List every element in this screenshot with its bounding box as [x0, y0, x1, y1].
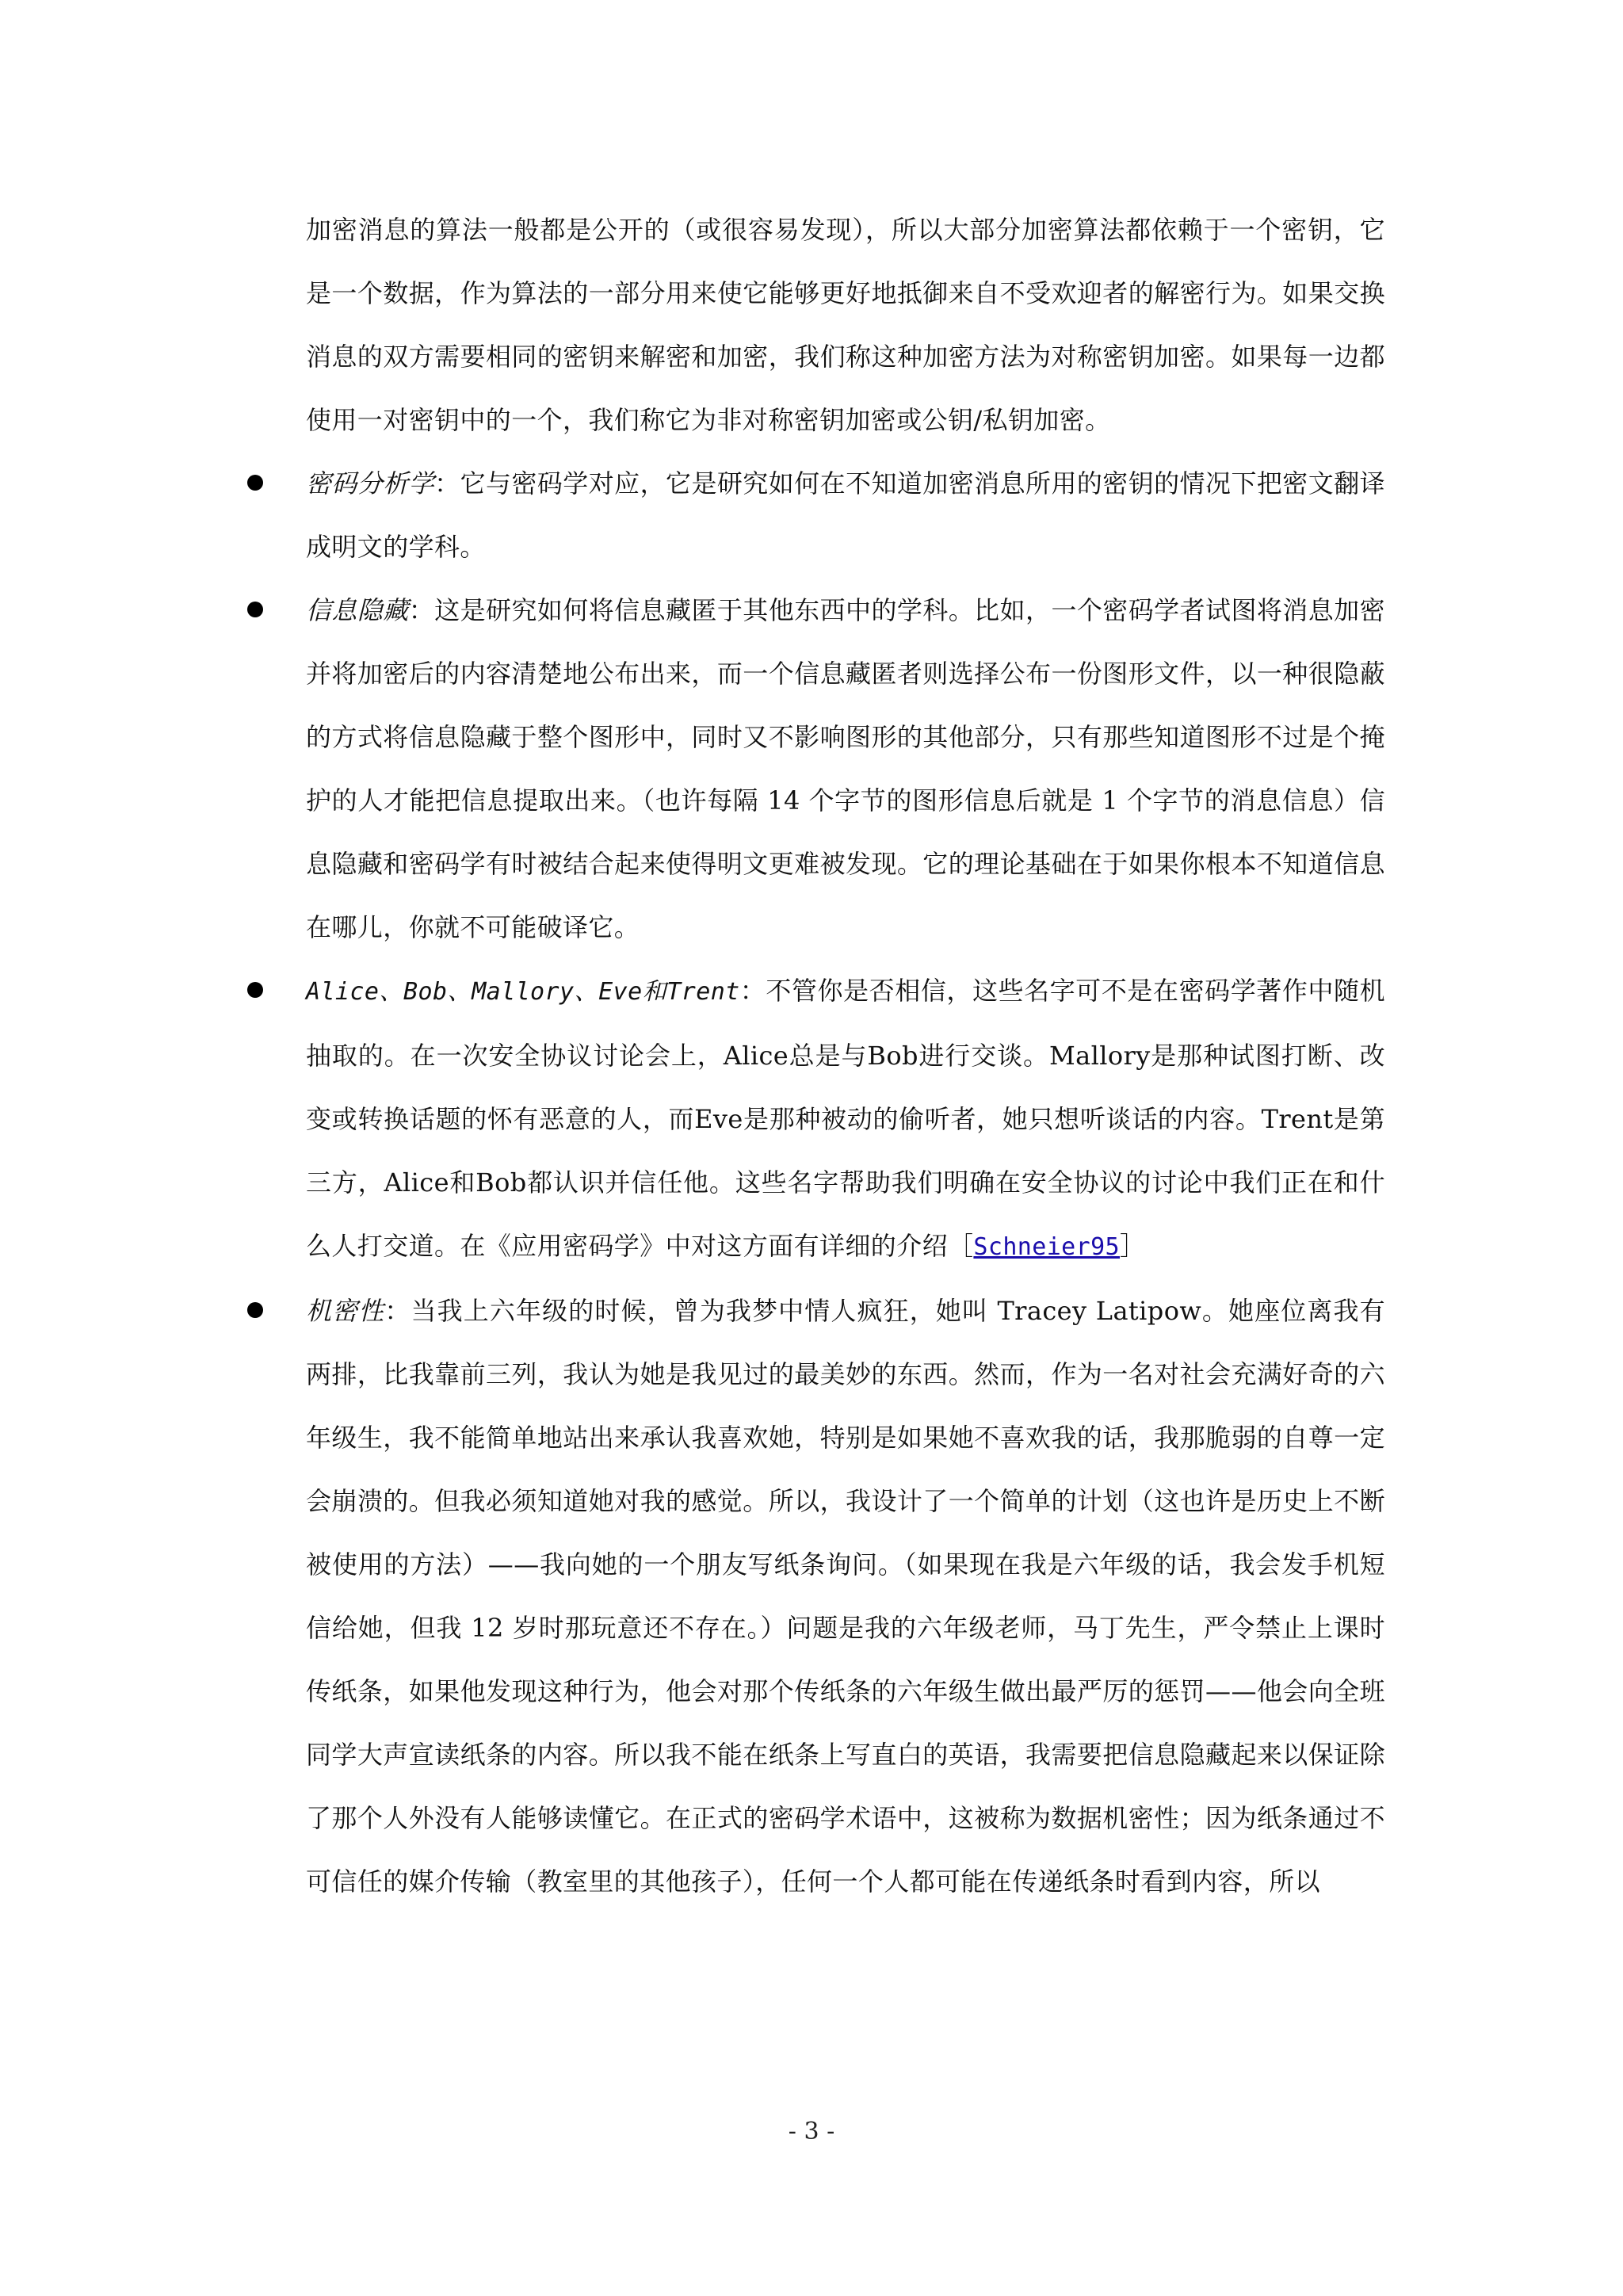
bullet-dot-icon — [247, 982, 263, 998]
term-names: Alice、Bob、Mallory、Eve和Trent — [306, 978, 740, 1006]
text-cryptanalysis: ：它与密码学对应，它是研究如何在不知道加密消息所用的密钥的情况下把密文翻译成明文的学科。 — [306, 468, 1385, 562]
text-names-after: ］ — [1120, 1231, 1146, 1261]
bullet-cryptanalysis — [247, 452, 1385, 579]
page-number: - 3 - — [788, 2118, 835, 2145]
bullet-names — [247, 959, 1385, 1279]
bullet-confidentiality — [247, 1279, 1385, 1913]
bullet-dot-icon — [247, 475, 263, 491]
term-steganography: 信息隐藏 — [306, 595, 409, 625]
intro-paragraph — [247, 198, 1385, 452]
schneier95-link[interactable]: Schneier95 — [973, 1233, 1121, 1261]
text-steganography: ：这是研究如何将信息藏匿于其他东西中的学科。比如，一个密码学者试图将消息加密并将加密后的内容清楚地公布出来，而一个信息藏匿者则选择公布一份图形文件，以一种很隐蔽的方式将信息隐藏于整个图形中，同时又不影响图形的其他部分，只有那些知道图形不过是个掩护的人才能把信息提取出来。（也许每隔 14 个字节的图形信息后就是 1 个字节的消息信息）信息隐藏和密码学有时被结合起来使得明文更难被发现。它的理论基础在于如果你根本不知道信息在哪儿，你就不可能破译它。 — [306, 595, 1385, 942]
term-confidentiality: 机密性 — [306, 1296, 385, 1326]
intro-paragraph-text: 加密消息的算法一般都是公开的（或很容易发现），所以大部分加密算法都依赖于一个密钥，它是一个数据，作为算法的一部分用来使它能够更好地抵御来自不受欢迎者的解密行为。如果交换消息的双方需要相同的密钥来解密和加密，我们称这种加密方法为对称密钥加密。如果每一边都使用一对密钥中的一个，我们称它为非对称密钥加密或公钥/私钥加密。 — [306, 215, 1385, 435]
bullet-dot-icon — [247, 602, 263, 617]
bullet-dot-icon — [247, 1302, 263, 1318]
text-names: ：不管你是否相信，这些名字可不是在密码学著作中随机抽取的。在一次安全协议讨论会上，Alice总是与Bob进行交谈。Mallory是那种试图打断、改变或转换话题的怀有恶意的人，而Eve是那种被动的偷听者，她只想听谈话的内容。Trent是第三方，Alice和Bob都认识并信任他。这些名字帮助我们明确在安全协议的讨论中我们正在和什么人打交道。在《应用密码学》中对这方面有详细的介绍［ — [306, 976, 1385, 1261]
page-content — [247, 198, 1385, 1913]
bullet-steganography — [247, 579, 1385, 959]
term-cryptanalysis: 密码分析学 — [306, 468, 435, 499]
text-confidentiality: ：当我上六年级的时候，曾为我梦中情人疯狂，她叫 Tracey Latipow。她座位离我有两排，比我靠前三列，我认为她是我见过的最美妙的东西。然而，作为一名对社会充满好奇的六年级生，我不能简单地站出来承认我喜欢她，特别是如果她不喜欢我的话，我那脆弱的自尊一定会崩溃的。但我必须知道她对我的感觉。所以，我设计了一个简单的计划（这也许是历史上不断被使用的方法）——我向她的一个朋友写纸条询问。（如果现在我是六年级的话，我会发手机短信给她，但我 12 岁时那玩意还不存在。）问题是我的六年级老师，马丁先生，严令禁止上课时传纸条，如果他发现这种行为，他会对那个传纸条的六年级生做出最严厉的惩罚——他会向全班同学大声宣读纸条的内容。所以我不能在纸条上写直白的英语，我需要把信息隐藏起来以保证除了那个人外没有人能够读懂它。在正式的密码学术语中，这被称为数据机密性；因为纸条通过不可信任的媒介传输（教室里的其他孩子），任何一个人都可能在传递纸条时看到内容，所以 — [306, 1296, 1385, 1897]
